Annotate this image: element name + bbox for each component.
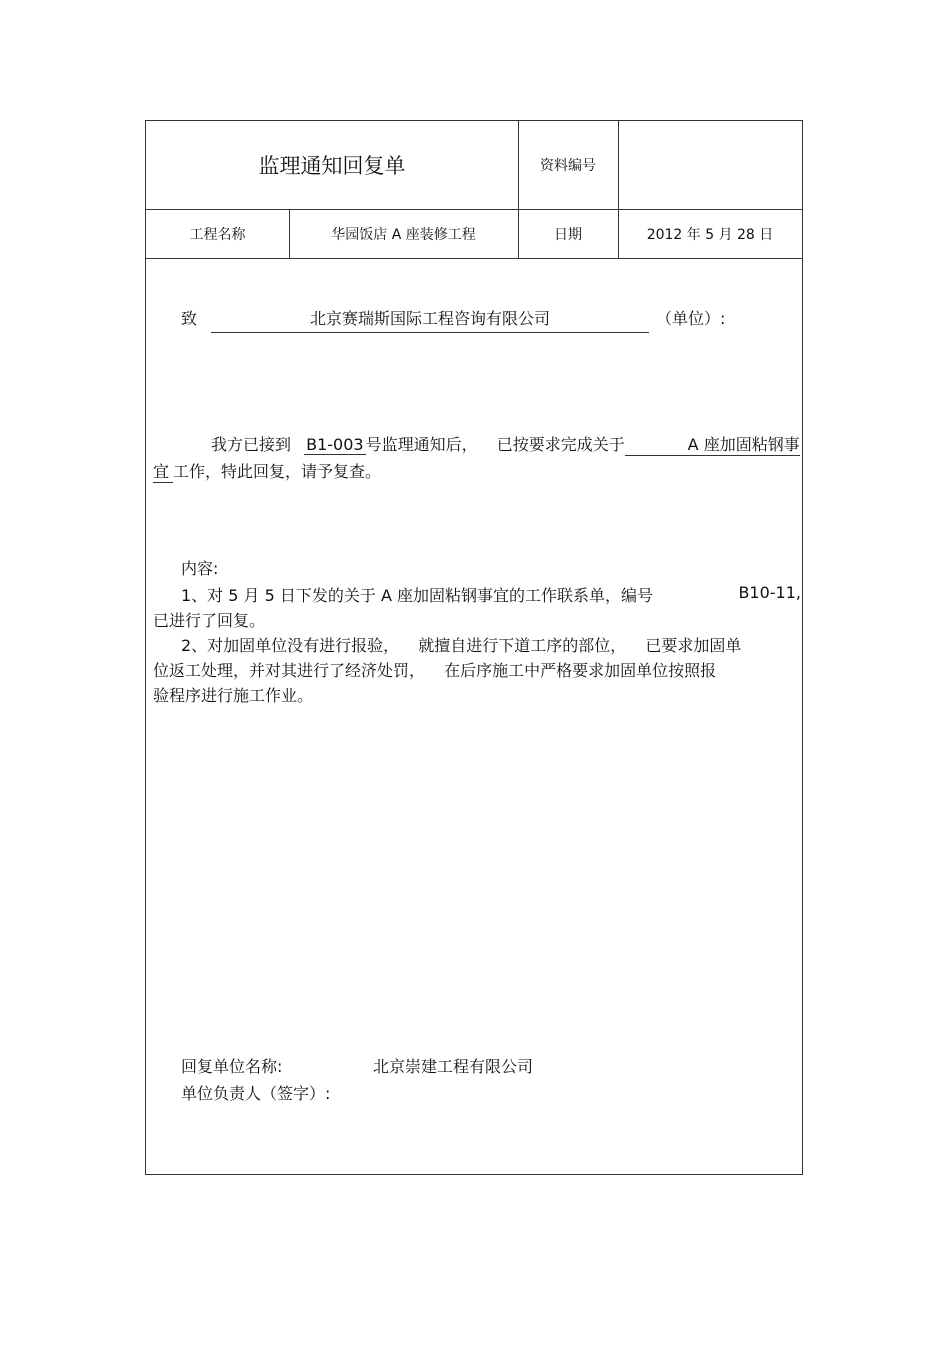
notice-number: B1-003 (306, 435, 364, 454)
doc-no-label: 资料编号 (540, 158, 596, 174)
item1-code: B10-11, (738, 583, 801, 602)
item2-text-c: 已要求加固单 (645, 636, 742, 655)
reply-paragraph-line2 (153, 459, 381, 483)
project-value: 华园饭店 A 座装修工程 (331, 226, 476, 243)
date-label: 日期 (554, 226, 582, 243)
reply-unit-value: 北京崇建工程有限公司 (373, 1057, 534, 1076)
item1-text: 1、对 5 月 5 日下发的关于 A 座加固粘钢事宜的工作联系单，编号 (181, 586, 654, 605)
item2-text-d: 位返工处理，并对其进行了经济处罚， (153, 661, 426, 680)
item2-text-b: 就擅自进行下道工序的部位， (418, 636, 627, 655)
item2-line1 (181, 633, 741, 656)
row-divider-2 (146, 258, 802, 259)
reply-unit-label: 回复单位名称: (181, 1057, 283, 1076)
item2-text-a: 2、对加固单位没有进行报验， (181, 636, 400, 655)
date-value: 2012 年 5 月 28 日 (646, 226, 774, 243)
item2-line2 (153, 658, 716, 681)
addressee-suffix: （单位）: (656, 309, 726, 328)
content-label: 内容: (181, 559, 219, 578)
reply-paragraph-line1 (211, 432, 800, 456)
doc-no-value (618, 121, 802, 209)
item1-line2: 已进行了回复。 (153, 611, 266, 630)
reply-text-d: 工作，特此回复，请予复查。 (173, 462, 382, 481)
reply-text-c: 已按要求完成关于 (496, 435, 625, 454)
item2-line3: 验程序进行施工作业。 (153, 686, 314, 705)
project-label: 工程名称 (189, 226, 246, 243)
item2-text-e: 在后序施工中严格要求加固单位按照报 (444, 661, 717, 680)
form-title: 监理通知回复单 (258, 154, 406, 178)
subject-part-2: 宜 (153, 459, 173, 483)
reply-text-b: 号监理通知后， (365, 435, 478, 454)
item1-line1 (181, 583, 801, 606)
signer-label: 单位负责人（签字）: (181, 1084, 331, 1103)
addressee-name: 北京赛瑞斯国际工程咨询有限公司 (211, 306, 649, 333)
subject-part-1: A 座加固粘钢事 (625, 432, 800, 456)
reply-text-a: 我方已接到 (211, 435, 292, 454)
addressee-prefix: 致 (181, 309, 198, 328)
